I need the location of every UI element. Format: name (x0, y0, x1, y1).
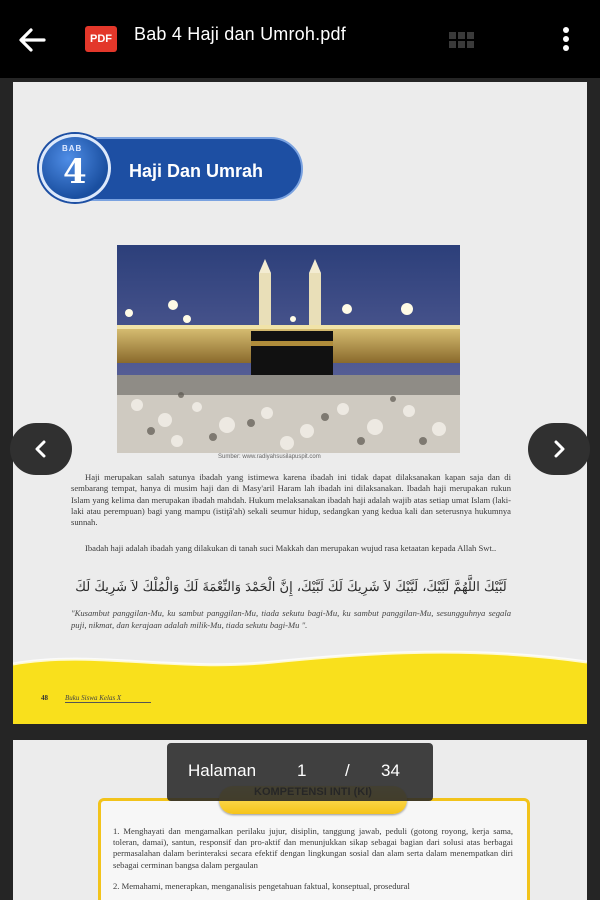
competency-item: 1. Menghayati dan mengamalkan perilaku jujur, disiplin, tanggung jawab, peduli (gotong royong, kerja sama, toleran, damai), santun, responsif dan pro-aktif dan menunjukkan sikap sebagai bagian dari solusi atas berbagai permasalahan dalam berinteraksi secara efektif dengan lingkungan sosial dan alam serta dalam menempatkan diri sebagai cerminan bangsa dalam pergaulan (113, 826, 513, 870)
chevron-right-icon (551, 440, 567, 458)
page-number: 48 (41, 694, 48, 702)
book-title-footer: Buku Siswa Kelas X (65, 694, 151, 703)
competency-item: 2. Memahami, menerapkan, menganalisis pengetahuan faktual, konseptual, prosedural (113, 881, 410, 891)
next-page-button[interactable] (528, 423, 590, 475)
chevron-left-icon (33, 440, 49, 458)
arabic-text: لَبَّيْكَ اللَّهُمَّ لَبَّيْكَ، لَبَّيْكَ لاَ شَرِيكَ لَكَ لَبَّيْكَ، إِنَّ الْحَمْدَ وَالنِّعْمَةَ لَكَ وَالْمُلْكَ لاَ شَرِيكَ لَكَ (75, 580, 507, 595)
decorative-wave (13, 642, 587, 724)
grid-view-icon[interactable] (449, 30, 475, 50)
kaaba-photo (117, 245, 460, 453)
pdf-viewer[interactable] (0, 78, 600, 900)
page-indicator (167, 743, 433, 801)
pdf-page-1 (13, 82, 587, 724)
translation-text: "Kusambut panggilan-Mu, ku sambut panggilan-Mu, tiada sekutu bagi-Mu, ku sambut panggilan-Mu, sesungguhnya segala puji, nikmat, dan kerajaan adalah milik-Mu, tiada sekutu bagi-Mu ". (71, 608, 511, 630)
total-pages: 34 (381, 761, 400, 780)
arrow-left-icon[interactable] (14, 22, 50, 58)
document-title: Bab 4 Haji dan Umroh.pdf (134, 24, 346, 44)
chapter-title: Haji Dan Umrah (129, 161, 264, 181)
photo-caption: Sumber: www.radiyahsusilapuspit.com (218, 454, 321, 460)
app-bar (0, 0, 600, 78)
chapter-label: BAB (62, 144, 83, 153)
pdf-file-icon: PDF (85, 26, 117, 52)
more-vertical-icon[interactable] (554, 24, 578, 54)
current-page-number: 1 (297, 761, 307, 780)
page-indicator-label: Halaman (188, 761, 257, 780)
page-separator: / (345, 761, 350, 780)
previous-page-button[interactable] (10, 423, 72, 475)
chapter-number: 4 (63, 152, 87, 192)
body-paragraph: Ibadah haji adalah ibadah yang dilakukan di tanah suci Makkah dan merupakan wujud rasa ketaatan kepada Allah Swt.. (85, 543, 497, 553)
body-paragraph: Haji merupakan salah satunya ibadah yang istimewa karena ibadah ini tidak dapat dilaksanakan kapan saja dan di sembarang tempat, hanya di musim haji dan di Masy'aril Haram lah ibadah ini dilaksanakan. Ibadah haji merupakan rukun Islam yang kelima dan merupakan ibadah mahdah. Hukum melaksanakan ibadah haji adalah wajib atas setiap umat Islam (laki-laki atau perempuan) bagi yang mampu (istiţā'ah) sekali seumur hidup, sedangkan yang kedua kali dan seterusnya hukumnya sunnah. (71, 472, 511, 528)
